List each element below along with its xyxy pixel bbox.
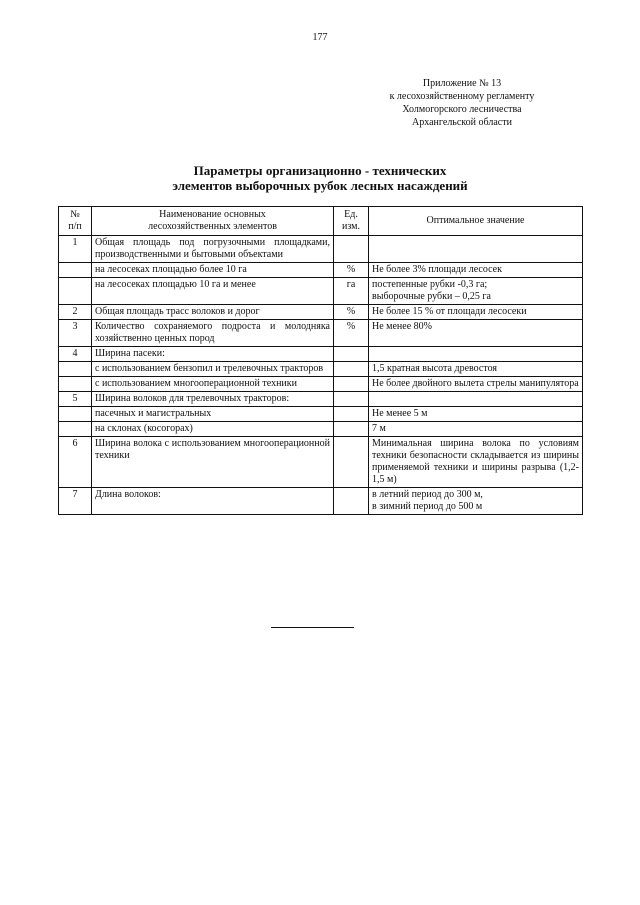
appendix-line: к лесохозяйственному регламенту	[389, 91, 535, 102]
row-unit	[334, 392, 369, 407]
row-unit	[334, 488, 369, 515]
row-num: 6	[59, 437, 92, 488]
table-row	[59, 407, 583, 422]
row-unit: %	[334, 263, 369, 278]
appendix-note	[352, 77, 572, 129]
table-row	[59, 422, 583, 437]
row-num: 4	[59, 347, 92, 362]
row-name: Ширина пасеки:	[92, 347, 334, 362]
row-num	[59, 422, 92, 437]
row-value-line: выборочные рубки – 0,25 га	[372, 291, 491, 302]
row-value: Не более 3% площади лесосек	[369, 263, 583, 278]
header-num	[59, 207, 92, 236]
row-name: на склонах (косогорах)	[92, 422, 334, 437]
header-name-line: лесохозяйственных элементов	[148, 221, 277, 232]
row-unit	[334, 422, 369, 437]
table-row	[59, 263, 583, 278]
row-name: Длина волоков:	[92, 488, 334, 515]
table-row	[59, 305, 583, 320]
appendix-line: Приложение № 13	[422, 78, 502, 89]
row-name: Количество сохраняемого подроста и молодняка хозяйственно ценных пород	[92, 320, 334, 347]
row-num: 7	[59, 488, 92, 515]
header-unit	[334, 207, 369, 236]
row-num	[59, 362, 92, 377]
row-unit: га	[334, 278, 369, 305]
row-value: Не более 15 % от площади лесосеки	[369, 305, 583, 320]
row-value: Минимальная ширина волока по условиям техники безопасности складывается из ширины применяемой техники и ширины разрыва (1,2-1,5 м)	[369, 437, 583, 488]
row-unit	[334, 377, 369, 392]
table-row	[59, 377, 583, 392]
row-num	[59, 278, 92, 305]
header-unit-line: Ед.	[344, 209, 358, 220]
row-num	[59, 263, 92, 278]
row-value: Не более двойного вылета стрелы манипулятора	[369, 377, 583, 392]
row-unit	[334, 407, 369, 422]
row-value	[369, 488, 583, 515]
row-name: Ширина волока с использованием многооперационной техники	[92, 437, 334, 488]
row-name: на лесосеках площадью 10 га и менее	[92, 278, 334, 305]
table-row	[59, 320, 583, 347]
title-line: Параметры организационно - технических	[193, 163, 447, 178]
row-value-line: в летний период до 300 м,	[372, 489, 483, 500]
footnote-rule	[271, 627, 354, 628]
row-num: 3	[59, 320, 92, 347]
row-name: Общая площадь под погрузочными площадками, производственными и бытовыми объектами	[92, 236, 334, 263]
row-value: 1,5 кратная высота древостоя	[369, 362, 583, 377]
row-unit	[334, 437, 369, 488]
page-number: 177	[312, 32, 328, 43]
table-header-row	[59, 207, 583, 236]
table-row	[59, 392, 583, 407]
document-title	[60, 163, 580, 193]
row-value: 7 м	[369, 422, 583, 437]
appendix-line: Архангельской области	[412, 117, 512, 128]
header-name	[92, 207, 334, 236]
table-row	[59, 347, 583, 362]
table-row	[59, 236, 583, 263]
row-value: Не менее 5 м	[369, 407, 583, 422]
row-value: Не менее 80%	[369, 320, 583, 347]
title-line: элементов выборочных рубок лесных насаждений	[172, 178, 468, 193]
row-value	[369, 347, 583, 362]
row-unit: %	[334, 305, 369, 320]
row-num	[59, 407, 92, 422]
row-name: с использованием многооперационной техники	[92, 377, 334, 392]
appendix-line: Холмогорского лесничества	[402, 104, 522, 115]
table-row	[59, 278, 583, 305]
row-value	[369, 278, 583, 305]
row-name: на лесосеках площадью более 10 га	[92, 263, 334, 278]
row-value-line: постепенные рубки -0,3 га;	[372, 279, 488, 290]
header-num-line: п/п	[68, 221, 82, 232]
row-unit	[334, 347, 369, 362]
row-name: с использованием бензопил и трелевочных тракторов	[92, 362, 334, 377]
table-row	[59, 437, 583, 488]
row-unit: %	[334, 320, 369, 347]
row-num: 1	[59, 236, 92, 263]
row-name: пасечных и магистральных	[92, 407, 334, 422]
row-value	[369, 236, 583, 263]
table-row	[59, 488, 583, 515]
header-num-line: №	[70, 209, 80, 220]
row-num: 5	[59, 392, 92, 407]
row-value	[369, 392, 583, 407]
row-name: Ширина волоков для трелевочных тракторов:	[92, 392, 334, 407]
row-num: 2	[59, 305, 92, 320]
parameters-table	[58, 206, 583, 515]
row-unit	[334, 236, 369, 263]
row-name: Общая площадь трасс волоков и дорог	[92, 305, 334, 320]
header-unit-line: изм.	[342, 221, 360, 232]
header-value: Оптимальное значение	[369, 207, 583, 236]
table-row	[59, 362, 583, 377]
row-value-line: в зимний период до 500 м	[372, 501, 483, 512]
row-num	[59, 377, 92, 392]
row-unit	[334, 362, 369, 377]
header-name-line: Наименование основных	[159, 209, 266, 220]
